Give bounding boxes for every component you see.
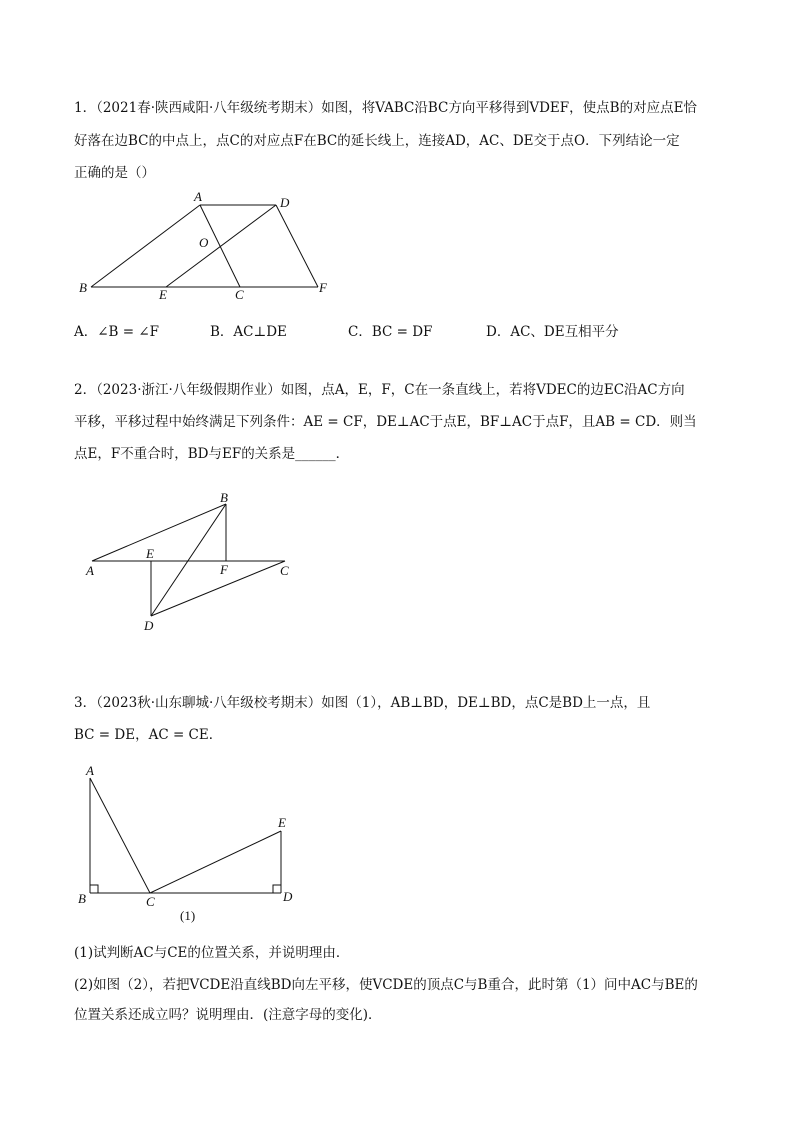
label-d: D	[283, 889, 293, 904]
q1-option-b: B．AC⊥DE	[210, 324, 287, 340]
label-a: A	[194, 189, 202, 204]
label-f: F	[220, 562, 228, 577]
q2-text-line-3: 点E，F不重合时，BD与EF的关系是______．	[74, 446, 350, 462]
q1-text-line-2: 好落在边BC的中点上，点C的对应点F在BC的延长线上，连接AD，AC、DE交于点O．下列结论一定	[74, 133, 680, 149]
label-e: E	[278, 815, 286, 830]
line-dc	[151, 561, 285, 616]
label-a: A	[86, 763, 94, 778]
label-a: A	[86, 563, 94, 578]
line-ab	[92, 504, 226, 561]
q1-figure	[74, 188, 344, 308]
q3-text-line-1: 3．（2023秋·山东聊城·八年级校考期末）如图（1），AB⊥BD，DE⊥BD，点C是BD上一点，且	[74, 695, 651, 711]
q3-text-line-2: BC = DE，AC = CE．	[74, 727, 223, 743]
line-bd	[151, 504, 226, 616]
label-b: B	[78, 891, 86, 906]
label-f: F	[319, 280, 327, 295]
q1-text-line-3: 正确的是（）	[74, 165, 155, 181]
right-angle-d	[273, 885, 281, 893]
label-b: B	[220, 490, 228, 505]
q2-text-line-2: 平移，平移过程中始终满足下列条件：AE = CF，DE⊥AC于点E，BF⊥AC于点F，且AB = CD．则当	[74, 414, 697, 430]
label-c: C	[235, 287, 244, 302]
q2-figure	[80, 488, 300, 636]
q3-figure	[76, 758, 302, 924]
q3-sub-3: 位置关系还成立吗？说明理由．(注意字母的变化)．	[74, 1007, 382, 1023]
q1-option-c: C．BC = DF	[348, 324, 433, 340]
line-de	[166, 205, 276, 287]
label-e: E	[159, 287, 167, 302]
q2-text-line-1: 2．（2023·浙江·八年级假期作业）如图，点A，E，F，C在一条直线上，若将VDEC的边EC沿AC方向	[74, 382, 685, 398]
label-c: C	[146, 894, 155, 909]
q3-sub-1: (1)试判断AC与CE的位置关系，并说明理由．	[74, 945, 350, 961]
label-d: D	[144, 618, 154, 633]
line-df	[276, 205, 318, 287]
q1-option-a: A．∠B = ∠F	[74, 324, 160, 340]
figure-caption: (1)	[180, 908, 196, 923]
q3-sub-2: (2)如图（2），若把VCDE沿直线BD向左平移，使VCDE的顶点C与B重合，此时第（1）问中AC与BE的	[74, 977, 698, 993]
q1-text-line-1: 1．（2021春·陕西咸阳·八年级统考期末）如图，将VABC沿BC方向平移得到VDEF，使点B的对应点E恰	[74, 100, 697, 116]
label-c: C	[280, 563, 289, 578]
q1-option-d: D．AC、DE互相平分	[486, 324, 619, 340]
line-ce	[150, 831, 281, 893]
label-b: B	[79, 280, 87, 295]
line-ac	[90, 778, 150, 893]
line-ba	[91, 205, 200, 287]
right-angle-b	[90, 885, 98, 893]
label-e: E	[146, 546, 154, 561]
label-o: O	[199, 235, 209, 250]
label-d: D	[280, 195, 290, 210]
